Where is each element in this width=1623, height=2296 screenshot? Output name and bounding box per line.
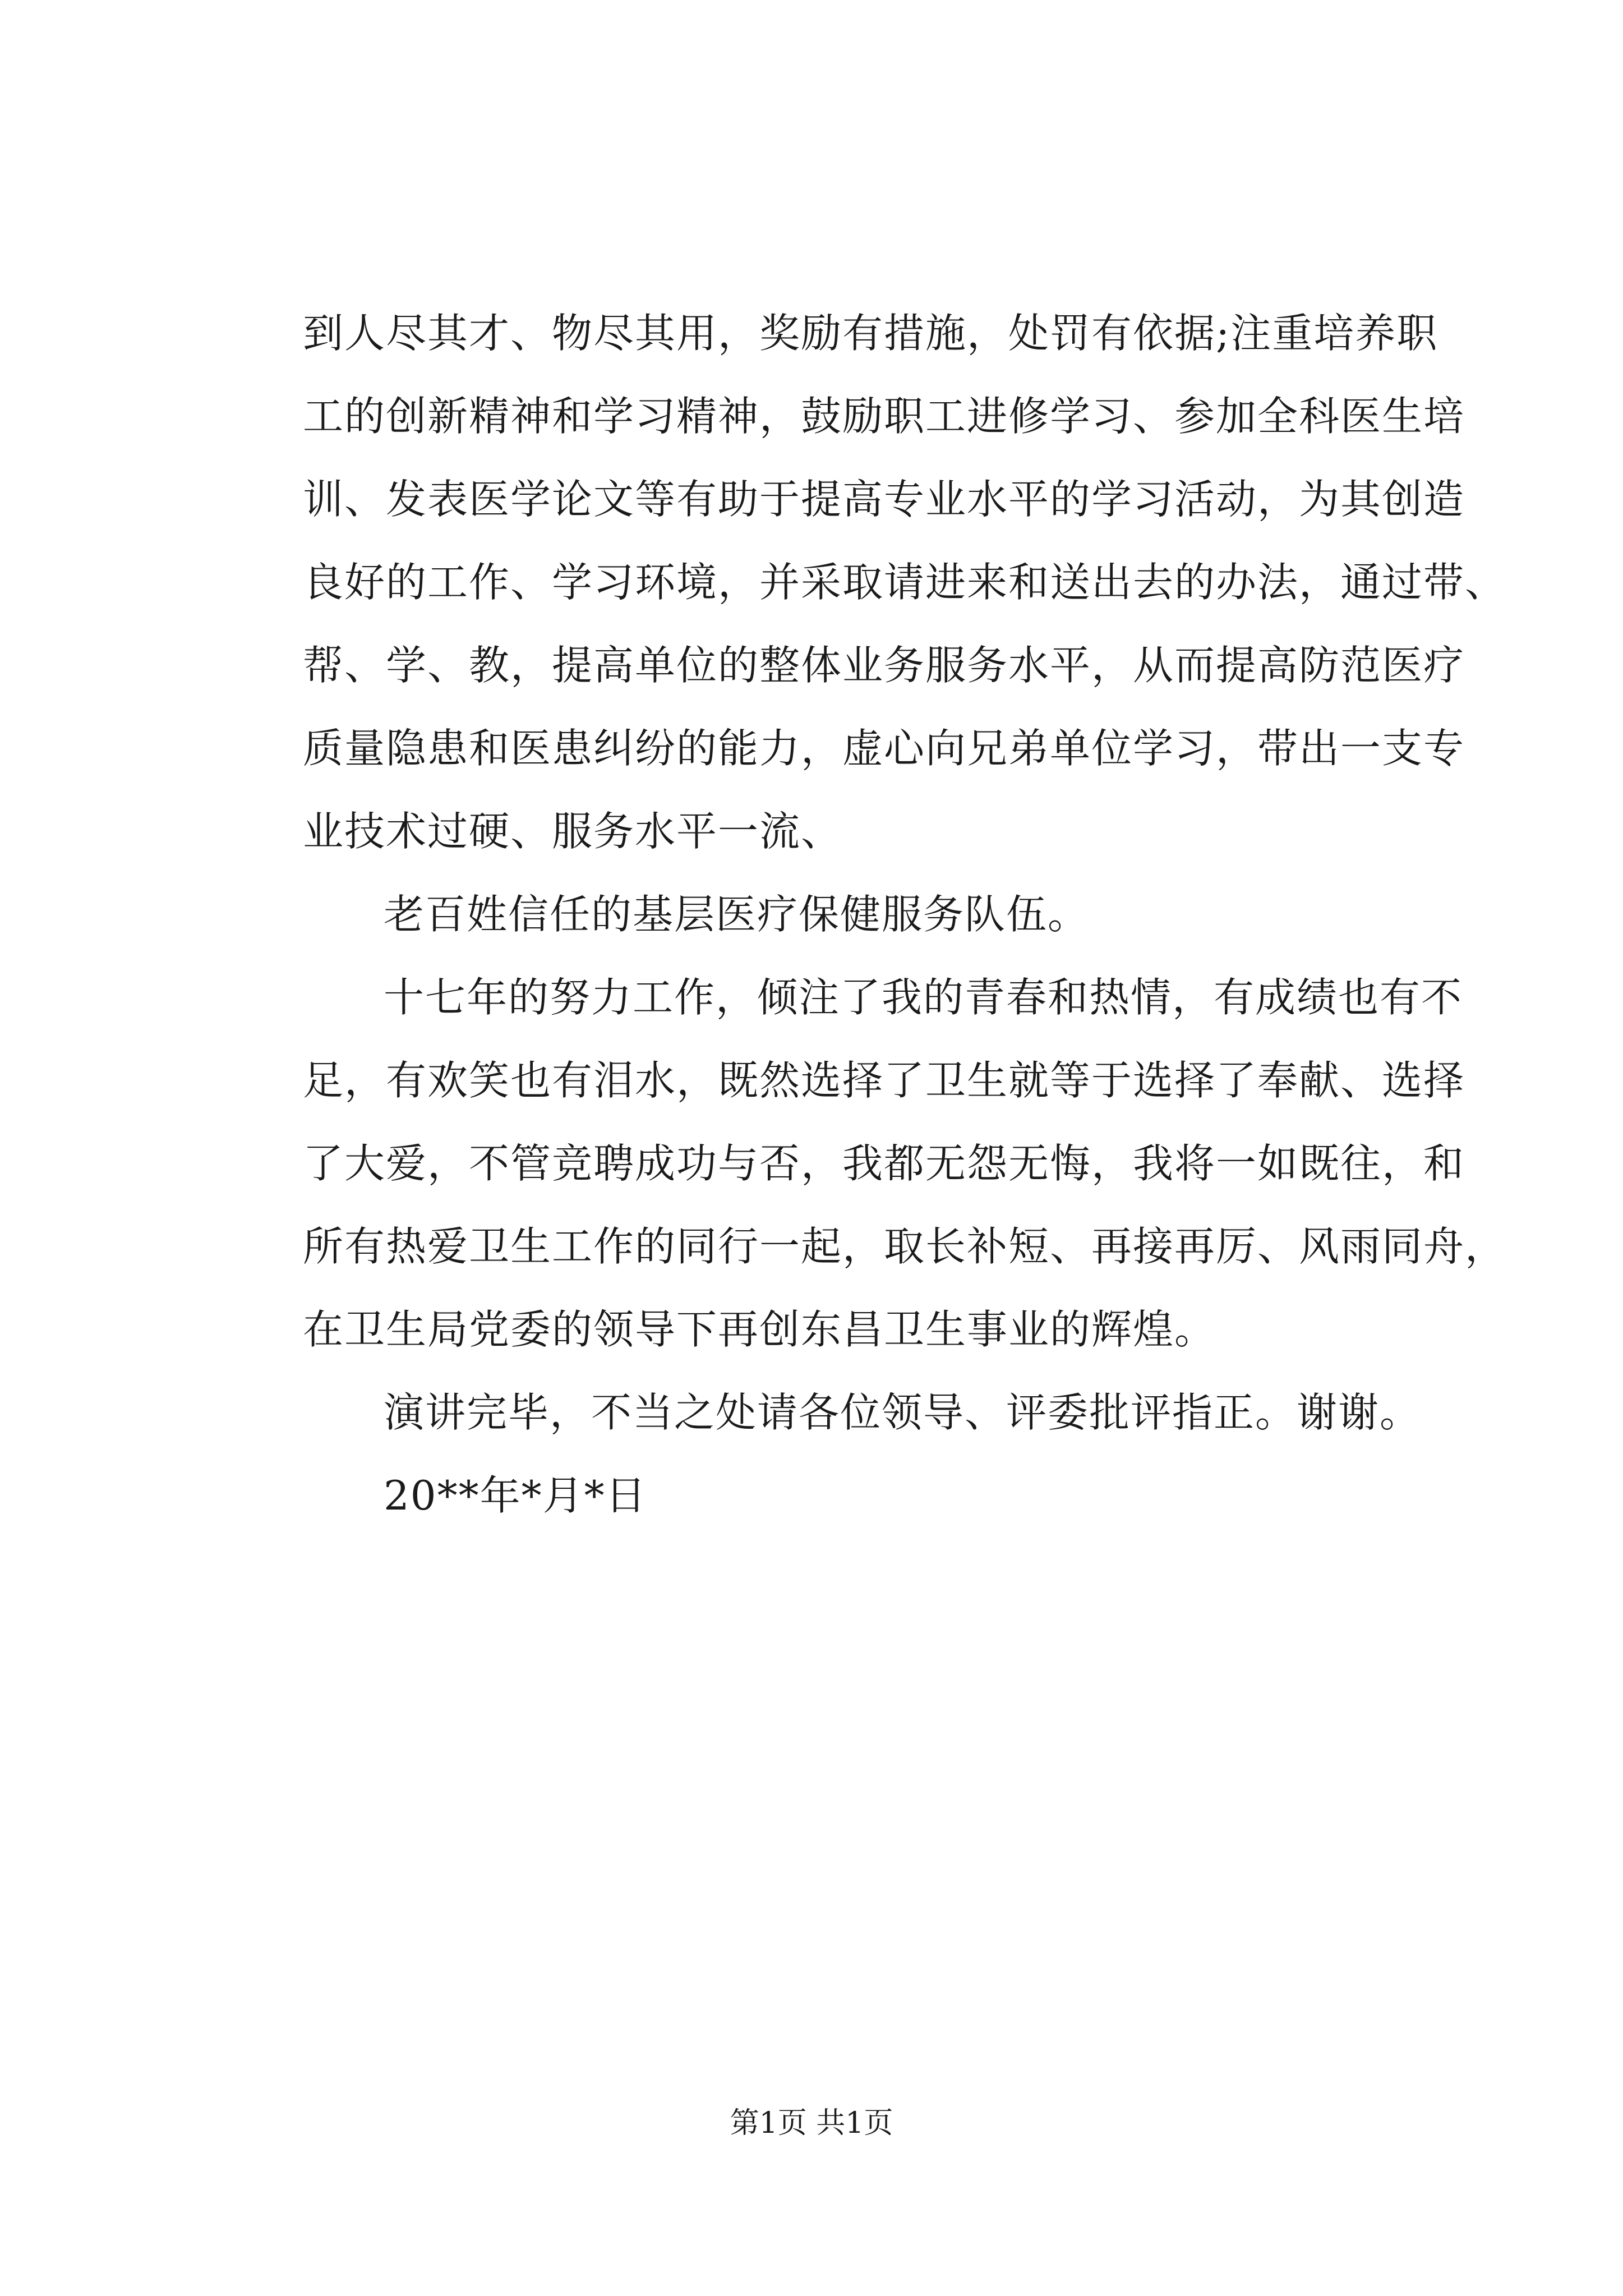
- text-line: 质量隐患和医患纠纷的能力，虚心向兄弟单位学习，带出一支专: [303, 725, 1465, 772]
- text-line: 在卫生局党委的领导下再创东昌卫生事业的辉煌。: [303, 1306, 1216, 1353]
- date-line: 20**年*月*日: [384, 1472, 647, 1519]
- paragraph-start-line: 老百姓信任的基层医疗保健服务队伍。: [384, 891, 1090, 938]
- text-line: 工的创新精神和学习精神，鼓励职工进修学习、参加全科医生培: [303, 393, 1465, 440]
- text-line: 业技术过硬、服务水平一流、: [303, 808, 843, 855]
- text-line: 所有热爱卫生工作的同行一起，取长补短、再接再厉、风雨同舟，: [303, 1223, 1507, 1270]
- text-line: 良好的工作、学习环境，并采取请进来和送出去的办法，通过带、: [303, 559, 1507, 606]
- page-footer: 第1页 共1页: [730, 2106, 893, 2140]
- text-line: 帮、学、教，提高单位的整体业务服务水平，从而提高防范医疗: [303, 642, 1465, 689]
- text-line: 了大爱，不管竞聘成功与否，我都无怨无悔，我将一如既往，和: [303, 1140, 1465, 1187]
- text-line: 训、发表医学论文等有助于提高专业水平的学习活动，为其创造: [303, 476, 1465, 523]
- document-body: [303, 292, 1507, 1537]
- text-line: 足，有欢笑也有泪水，既然选择了卫生就等于选择了奉献、选择: [303, 1057, 1465, 1104]
- paragraph-start-line: 演讲完毕，不当之处请各位领导、评委批评指正。谢谢。: [384, 1389, 1422, 1436]
- paragraph-start-line: 十七年的努力工作，倾注了我的青春和热情，有成绩也有不: [384, 974, 1463, 1021]
- text-line: 到人尽其才、物尽其用，奖励有措施，处罚有依据;注重培养职: [303, 310, 1438, 357]
